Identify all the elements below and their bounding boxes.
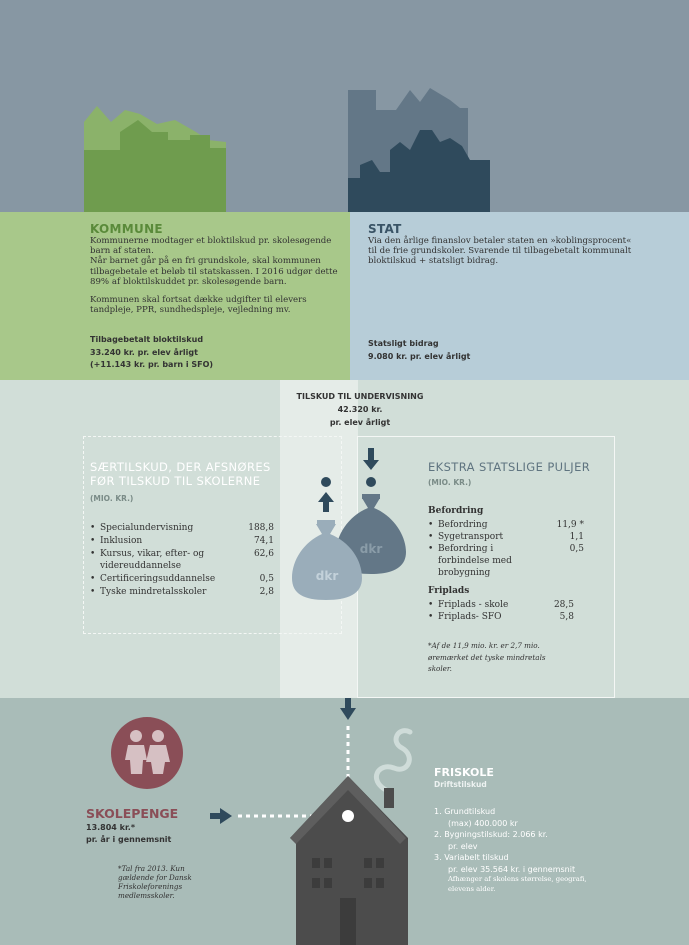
money-bags-illustration xyxy=(290,440,420,615)
bag-label: dkr xyxy=(315,569,339,583)
undervisning-unit: pr. elev årligt xyxy=(329,418,391,427)
befordring-list xyxy=(428,519,584,579)
arrow-right-icon xyxy=(210,808,232,824)
undervisning-title: TILSKUD TIL UNDERVISNING xyxy=(296,392,424,401)
list-item: 1. Grundtilskud xyxy=(434,807,496,816)
skolepenge-note: *Tal fra 2013. Kun gældende for Dansk Friskoleforenings medlemsskoler. xyxy=(118,864,192,900)
kommune-amount-sfo: (+11.143 kr. pr. barn i SFO) xyxy=(90,360,214,369)
friskole-subtitle: Driftstilskud xyxy=(434,780,487,789)
list-item: • Friplads- SFO 5,8 xyxy=(428,611,574,623)
arrow-down-icon xyxy=(363,448,379,487)
list-item: • Kursus, vikar, efter- og videreuddannelse 62,6 xyxy=(90,548,274,574)
stat-description: Via den årlige finanslov betaler staten en »koblingsprocent« til de frie grundskoler. Svarende til tilbagebetalt kommunalt bloktilskud + statsligt bidrag. xyxy=(368,236,632,267)
ekstra-note: *Af de 11,9 mio. kr. er 2,7 mio. øremærket det tyske mindretals skoler. xyxy=(428,641,546,673)
friplads-list xyxy=(428,599,574,623)
saertilskud-title-line2: FØR TILSKUD TIL SKOLERNE xyxy=(90,474,261,488)
saertilskud-list xyxy=(90,522,274,599)
smoke-icon xyxy=(376,731,410,790)
children-icon xyxy=(111,717,183,789)
befordring-title: Befordring xyxy=(428,506,484,516)
junction-dot xyxy=(342,810,354,822)
saertilskud-title-line1: SÆRTILSKUD, DER AFSNØRES xyxy=(90,460,271,474)
stat-title: STAT xyxy=(368,222,402,236)
kommune-paragraph-1: Kommunerne modtager et bloktilskud pr. skolesøgende barn af staten. xyxy=(90,236,332,257)
stat-amount-label: Statsligt bidrag xyxy=(368,339,439,348)
undervisning-amount: 42.320 kr. xyxy=(337,405,383,414)
list-item: • Certificeringsuddannelse 0,5 xyxy=(90,573,274,586)
list-item: 3. Variabelt tilskud xyxy=(434,853,509,862)
list-item: • Friplads - skole 28,5 xyxy=(428,599,574,611)
ekstra-title: EKSTRA STATSLIGE PULJER xyxy=(428,460,591,474)
skolepenge-title: SKOLEPENGE xyxy=(86,806,179,821)
saertilskud-unit: (MIO. KR.) xyxy=(90,494,134,503)
skolepenge-amount: 13.804 kr.* xyxy=(86,823,136,832)
list-item: • Inklusion 74,1 xyxy=(90,535,274,548)
chimney xyxy=(384,788,394,808)
list-item-detail: (max) 400.000 kr xyxy=(448,818,518,828)
bag-label: dkr xyxy=(359,542,383,556)
undervisning-block xyxy=(280,390,440,429)
list-item-detail: pr. elev 35.564 kr. i gennemsnit xyxy=(448,864,576,874)
list-item: 2. Bygningstilskud: 2.066 kr. xyxy=(434,830,548,839)
kommune-description xyxy=(90,236,345,315)
list-item: • Tyske mindretalsskoler 2,8 xyxy=(90,586,274,599)
kommune-amount-label: Tilbagebetalt bloktilskud xyxy=(90,335,204,344)
stat-buildings-icon xyxy=(348,88,490,212)
friplads-title: Friplads xyxy=(428,586,470,596)
list-item: • Specialundervisning 188,8 xyxy=(90,522,274,535)
stat-amount-block xyxy=(368,338,470,363)
kommune-houses-icon xyxy=(84,106,226,212)
kommune-title: KOMMUNE xyxy=(90,222,163,236)
friskole-title: FRISKOLE xyxy=(434,766,494,779)
saertilskud-title xyxy=(90,460,271,488)
arrow-down-icon xyxy=(340,698,356,720)
arrow-up-icon xyxy=(318,477,334,512)
kommune-paragraph-3: Kommunen skal fortsat dække udgifter til elevers tandpleje, PPR, sundhedspleje, vejledning mv. xyxy=(90,295,307,316)
ekstra-unit: (MIO. KR.) xyxy=(428,478,472,487)
list-item: • Sygetransport 1,1 xyxy=(428,531,584,543)
list-item-detail: pr. elev xyxy=(448,841,478,851)
skolepenge-unit: pr. år i gennemsnit xyxy=(86,835,172,844)
friskole-extra-note: Afhænger af skolens størrelse, geografi, elevens alder. xyxy=(448,875,587,893)
skyline-illustration xyxy=(0,0,689,212)
friskole-list xyxy=(434,806,624,894)
list-item: • Befordring i forbindelse med brobygning 0,5 xyxy=(428,543,584,579)
kommune-paragraph-2: Når barnet går på en fri grundskole, skal kommunen tilbagebetale et beløb til statskassen. I 2016 udgør dette 89% af bloktilskuddet pr. skolesøgende barn. xyxy=(90,256,338,287)
skolepenge-amount-block xyxy=(86,822,171,846)
stat-amount: 9.080 kr. pr. elev årligt xyxy=(368,351,471,361)
kommune-amount: 33.240 kr. pr. elev årligt xyxy=(90,347,198,357)
kommune-amount-block xyxy=(90,334,213,372)
list-item: • Befordring 11,9 * xyxy=(428,519,584,531)
